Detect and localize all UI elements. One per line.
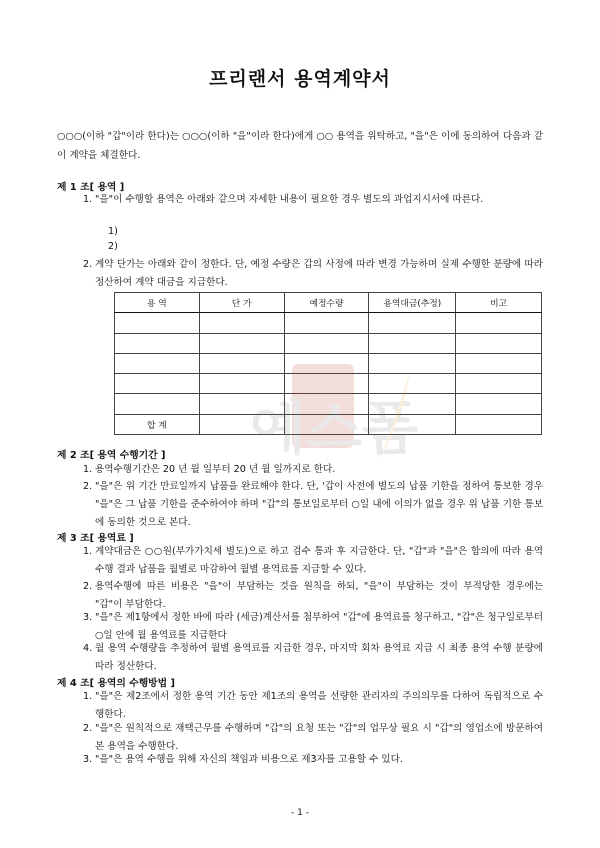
item-text: "을"이 수행할 용역은 아래와 같으며 자세한 내용이 필요한 경우 별도의 과업지시서에 따른다. (95, 194, 484, 205)
fee-table-header-row (115, 293, 542, 313)
header-note: 비고 (456, 293, 542, 313)
section-4-item-3 (83, 751, 543, 769)
section-2-title: 제 2 조[ 용역 수행기간 ] (57, 450, 166, 461)
section-2-item-1 (83, 461, 543, 479)
item-text: "을"은 원칙적으로 재택근무를 수행하며 "갑"의 요청 또는 "갑"의 업무상 필요 시 "갑"의 영업소에 방문하여 본 용역을 수행한다. (95, 723, 543, 752)
item-number: 1. (83, 464, 93, 475)
section-4-item-1 (83, 688, 543, 724)
table-cell (456, 394, 542, 414)
item-number: 4. (83, 643, 93, 654)
table-cell (456, 353, 542, 373)
table-cell (456, 333, 542, 353)
table-cell (284, 313, 369, 333)
table-cell (456, 414, 542, 434)
item-text: 용역수행에 따른 비용은 "을"이 부담하는 것을 원칙을 하되, "을"이 부담하는 것이 부적당한 경우에는 "갑"이 부담한다. (95, 581, 543, 610)
watermark-text: 예스폼 (250, 394, 419, 462)
table-cell (115, 313, 200, 333)
item-text: "을"은 제1항에서 정한 바에 따라 (세금)계산서를 첨부하여 "갑"에 용역료를 청구하고, "갑"은 청구일로부터 ○일 안에 월 용역료를 지급한다 (95, 612, 543, 641)
section-3-item-1 (83, 543, 543, 579)
table-cell (456, 374, 542, 394)
item-number: 1. (83, 194, 93, 205)
table-cell (115, 353, 200, 373)
header-amount: 용역대금(추정) (369, 293, 456, 313)
section-1-title: 제 1 조[ 용역 ] (57, 182, 125, 193)
table-cell (456, 313, 542, 333)
section-4-title: 제 4 조[ 용역의 수행방법 ] (57, 678, 175, 689)
item-text: 월 용역 수행량을 추정하여 월별 용역료를 지급한 경우, 마지막 회차 용역료 지급 시 최종 용역 수행 분량에 따라 정산한다. (95, 643, 543, 672)
intro-paragraph: ○○○(이하 "갑"이라 한다)는 ○○○(이하 "을"이라 한다)에게 ○○ 용역을 위탁하고, "을"은 이에 동의하여 다음과 같이 계약을 체결한다. (57, 131, 543, 161)
item-number: 1. (83, 691, 93, 702)
header-quantity: 예정수량 (284, 293, 369, 313)
document-title: 프리랜서 용역계약서 (209, 68, 391, 90)
table-cell (369, 313, 456, 333)
section-1-subitem-2: 2) (108, 241, 118, 252)
item-number: 2. (83, 581, 93, 592)
section-1-subitem-1: 1) (108, 226, 118, 237)
item-text: "을"은 위 기간 만료일까지 납품을 완료해야 한다. 단, '갑이 사전에 별도의 납품 기한을 정하여 통보한 경우 "을"은 그 납품 기한을 준수하여야 하며 "갑"의 통보일로부터 ○일 내에 이의가 없을 경우 위 납품 기한 통보에 동의한 것으로 본다. (95, 481, 543, 528)
section-3-item-4 (83, 640, 543, 676)
item-text: 계약 단가는 아래와 같이 정한다. 단, 예정 수량은 갑의 사정에 따라 변경 가능하며 실제 수행한 분량에 따라 정산하여 계약 대금을 지급한다. (95, 259, 543, 288)
table-cell (199, 313, 284, 333)
section-1-item-2 (83, 256, 543, 292)
item-number: 2. (83, 481, 93, 492)
table-cell (115, 333, 200, 353)
item-number: 1. (83, 546, 93, 557)
item-text: 계약대금은 ○○원(부가가치세 별도)으로 하고 검수 통과 후 지급한다. 단, "갑"과 "을"은 합의에 따라 용역수행 결과 납품을 월별로 마감하여 월별 용역료를 지급할 수 있다. (95, 546, 543, 575)
item-number: 3. (83, 754, 93, 765)
page-number: - 1 - (291, 808, 309, 818)
item-text: "을"은 용역 수행을 위해 자신의 책임과 비용으로 제3자를 고용할 수 있다. (95, 754, 403, 765)
section-1-item-1 (83, 191, 543, 209)
item-number: 3. (83, 612, 93, 623)
item-number: 2. (83, 723, 93, 734)
table-row (115, 313, 542, 333)
item-text: "을"은 제2조에서 정한 용역 기간 동안 제1조의 용역을 선량한 관리자의 주의의무를 다하여 독립적으로 수행한다. (95, 691, 543, 720)
total-label: 합 계 (115, 414, 200, 434)
table-cell (115, 394, 200, 414)
header-unit-price: 단 가 (199, 293, 284, 313)
table-cell (115, 374, 200, 394)
section-2-item-2 (83, 478, 543, 532)
header-service: 용 역 (115, 293, 200, 313)
item-number: 2. (83, 259, 93, 270)
section-3-title: 제 3 조[ 용역료 ] (57, 533, 134, 544)
item-text: 용역수행기간은 20 년 월 일부터 20 년 월 일까지로 한다. (95, 464, 336, 475)
